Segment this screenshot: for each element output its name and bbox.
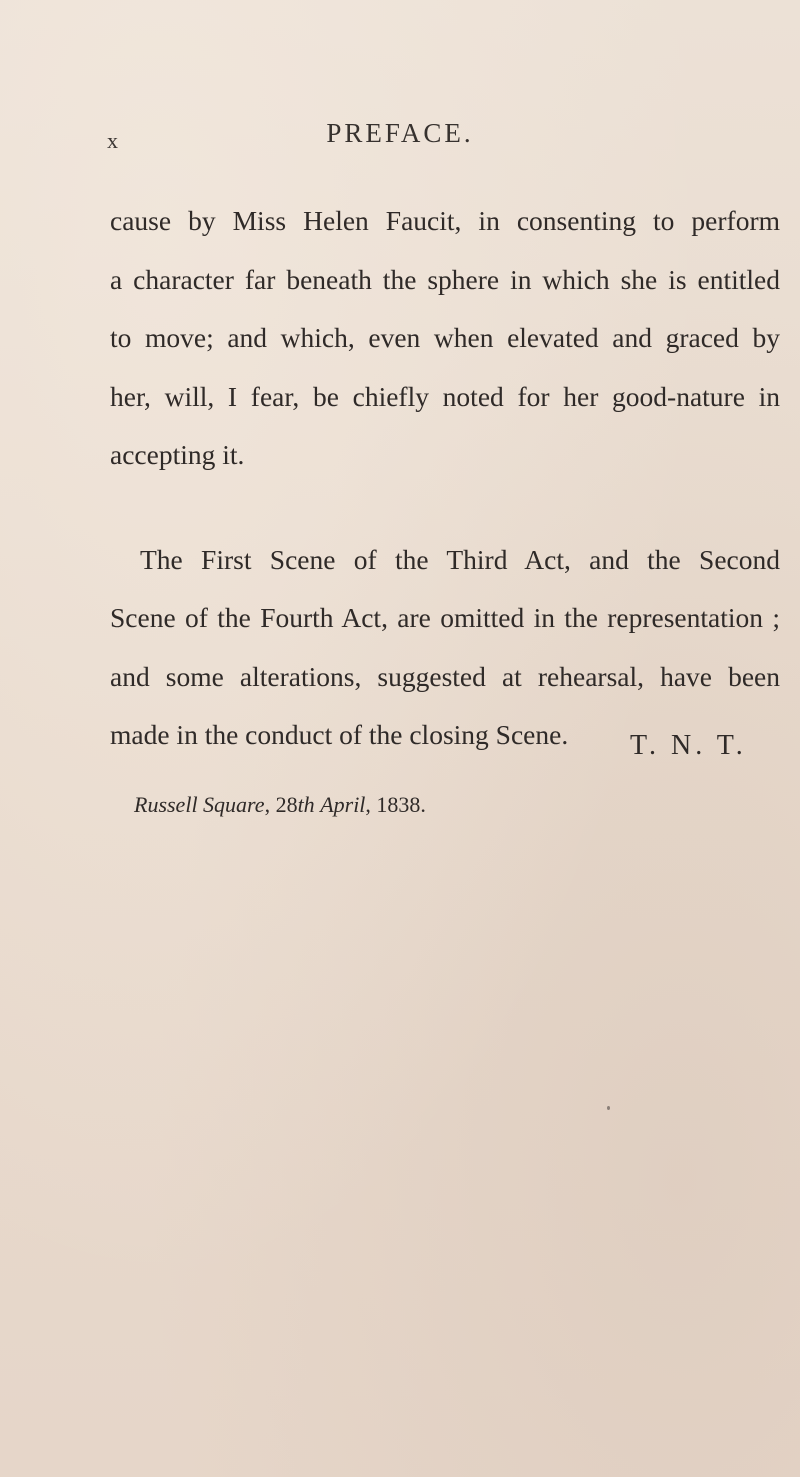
dateline-separator: , xyxy=(264,792,276,817)
paragraph-gap xyxy=(110,485,780,531)
dateline xyxy=(134,792,426,818)
text-line: accepting it. xyxy=(110,439,245,470)
author-initials: T. N. T. xyxy=(630,730,747,761)
text-line: and some alterations, suggested at rehearsal, have been xyxy=(110,660,780,692)
dateline-month: April xyxy=(320,792,366,817)
text-line: made in the conduct of the closing Scene. xyxy=(110,719,569,750)
text-line: a character far beneath the sphere in which she is entitled xyxy=(110,263,780,295)
paragraph xyxy=(110,192,780,485)
paper-fleck xyxy=(607,1106,610,1110)
text-line: Scene of the Fourth Act, are omitted in the representation ; xyxy=(110,602,780,633)
dateline-day-suffix: th xyxy=(297,792,315,817)
dateline-day: 28th xyxy=(275,792,315,817)
text-line: to move; and which, even when elevated and graced by xyxy=(110,322,780,353)
text-line: cause by Miss Helen Faucit, in consenting to perform xyxy=(110,205,780,236)
page-number: x xyxy=(107,128,119,153)
page-header xyxy=(0,118,800,158)
body-text xyxy=(110,192,780,765)
dateline-year: 1838. xyxy=(376,792,426,817)
text-line: her, will, I fear, be chiefly noted for her good-nature in xyxy=(110,380,780,412)
dateline-place: Russell Square xyxy=(134,792,265,817)
text-line: The First Scene of the Third Act, and the Second xyxy=(140,543,780,575)
running-head: PREFACE. xyxy=(326,118,474,148)
dateline-separator: , xyxy=(365,792,377,817)
